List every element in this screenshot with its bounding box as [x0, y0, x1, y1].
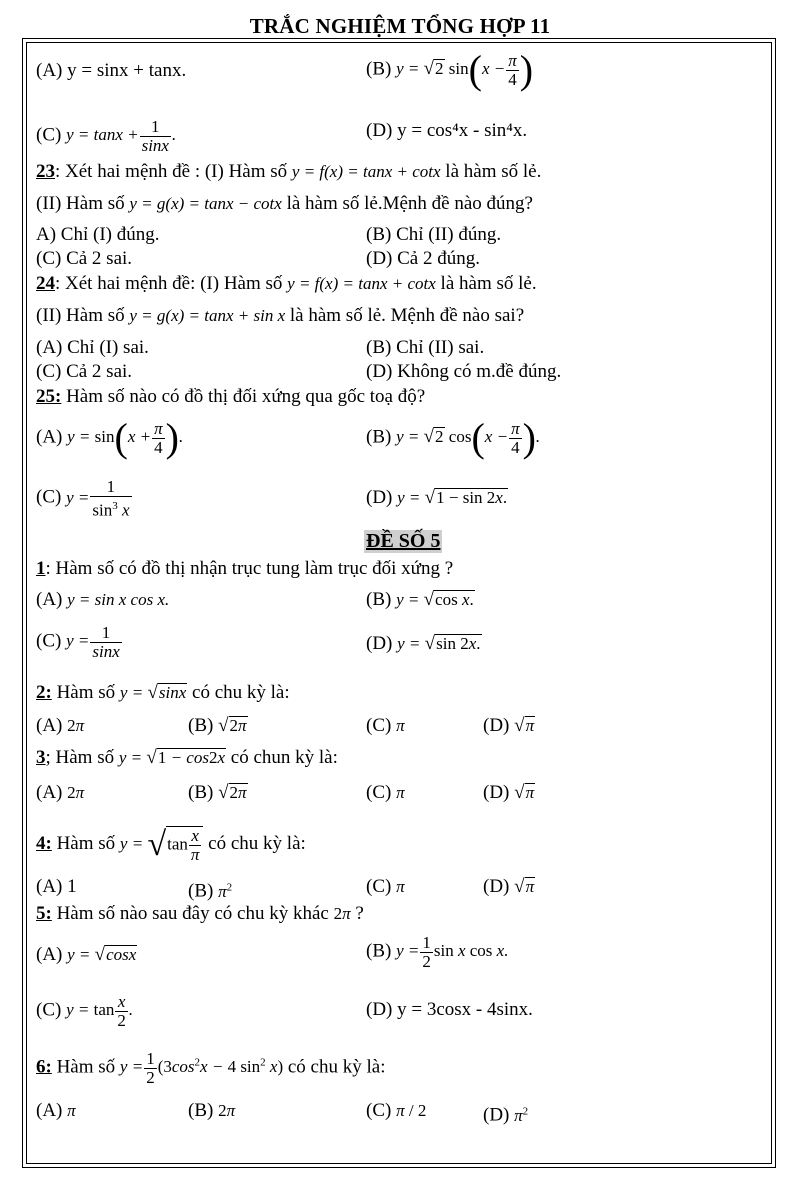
s1-option-c: (C) y = $\frac{1}{\sin x}$ — [36, 623, 120, 661]
q25-option-a: (A) y = sin(x + $\frac{\pi}{4}$ ). — [36, 415, 184, 461]
s3-stem: 3; Hàm số y = √1 − cos2x có chun kỳ là: — [36, 747, 338, 768]
s2-option-b: (B) √2π — [188, 715, 247, 736]
q22-option-b: (B) y = √2 sin(x − $\frac{\pi}{4}$ ) — [366, 47, 534, 93]
q25-option-c: (C) y = $\frac{1}{\sin^3 x}$ — [36, 477, 130, 520]
q24-stem-line1: 24: Xét hai mệnh đề: (I) Hàm số y = f(x) = tanx + cotx là hàm số lẻ. — [36, 273, 537, 294]
q25-option-d: (D) y = √1 − sin 2x. — [366, 487, 508, 508]
s6-option-b: (B) 2π — [188, 1100, 236, 1121]
page-title: TRẮC NGHIỆM TỔNG HỢP 11 — [249, 14, 551, 38]
s6-stem: 6: Hàm số y = $\frac{1}{2}$ ($3\cos^2x - 4$ $\sin^2 x$) có chu kỳ là: — [36, 1049, 386, 1087]
q25-option-b: (B) y = √2 cos(x − $\frac{\pi}{4}$ ). — [366, 415, 541, 461]
q25-stem: 25: Hàm số nào có đồ thị đối xứng qua gốc toạ độ? — [36, 386, 426, 407]
s6-option-c: (C) π / 2 — [366, 1100, 427, 1121]
s5-option-b: (B) y = $\frac{1}{2}$ sin x cos x. — [366, 933, 509, 971]
s4-option-a: (A) 1 — [36, 876, 77, 897]
section-heading: ĐỀ SỐ 5 — [366, 530, 441, 552]
s2-stem: 2: Hàm số y = √sinx có chu kỳ là: — [36, 682, 290, 703]
s6-option-a: (A) π — [36, 1100, 76, 1121]
s4-option-c: (C) π — [366, 876, 405, 897]
q22-option-d: (D) y = cos⁴x - sin⁴x. — [366, 120, 528, 141]
s1-stem: 1: Hàm số có đồ thị nhận trục tung làm trục đối xứng ? — [36, 558, 454, 579]
s6-option-d: (D) $\pi^2$ — [483, 1104, 529, 1126]
q24-option-c: (C) Cả 2 sai. — [36, 361, 133, 382]
q22-option-c: (C) y = tanx + $\frac{1}{\sin x}$ . — [36, 117, 177, 155]
s2-option-d: (D) √π — [483, 715, 535, 736]
q22-option-a: (A) y = sinx + tanx. — [36, 60, 187, 81]
q24-option-d: (D) Không có m.đề đúng. — [366, 361, 562, 382]
s2-option-c: (C) π — [366, 715, 405, 736]
s5-option-c: (C) y = tan $\frac{x}{2}$ . — [36, 992, 134, 1030]
q23-option-c: (C) Cả 2 sai. — [36, 248, 133, 269]
s2-option-a: (A) 2π — [36, 715, 85, 736]
q24-option-b: (B) Chỉ (II) sai. — [366, 337, 485, 358]
s5-option-a: (A) y = √cosx — [36, 944, 137, 965]
s1-option-d: (D) y = √sin 2x. — [366, 633, 481, 654]
s4-option-d: (D) √π — [483, 876, 535, 897]
q23-option-b: (B) Chỉ (II) đúng. — [366, 224, 502, 245]
s5-stem: 5: Hàm số nào sau đây có chu kỳ khác 2π ? — [36, 903, 364, 924]
s4-stem: 4: Hàm số y = √tan $\frac{x}{\pi}$ có chu kỳ là: — [36, 826, 306, 864]
s1-option-a: (A) y = sin x cos x. — [36, 589, 170, 610]
q24-stem-line2: (II) Hàm số y = g(x) = tanx + sin x là hàm số lẻ. Mệnh đề nào sai? — [36, 305, 525, 326]
s3-option-d: (D) √π — [483, 782, 535, 803]
s3-option-a: (A) 2π — [36, 782, 85, 803]
q24-option-a: (A) Chỉ (I) sai. — [36, 337, 149, 358]
q23-stem-line2: (II) Hàm số y = g(x) = tanx − cotx là hàm số lẻ.Mệnh đề nào đúng? — [36, 193, 533, 214]
q23-option-a: A) Chỉ (I) đúng. — [36, 224, 160, 245]
s5-option-d: (D) y = 3cosx - 4sinx. — [366, 999, 533, 1020]
s1-option-b: (B) y = √cos x. — [366, 589, 474, 610]
q23-option-d: (D) Cả 2 đúng. — [366, 248, 480, 269]
s3-option-b: (B) √2π — [188, 782, 247, 803]
s3-option-c: (C) π — [366, 782, 405, 803]
s4-option-b: (B) $\pi^2$ — [188, 880, 233, 902]
q23-stem-line1: 23: Xét hai mệnh đề : (I) Hàm số y = f(x) = tanx + cotx là hàm số lẻ. — [36, 161, 542, 182]
